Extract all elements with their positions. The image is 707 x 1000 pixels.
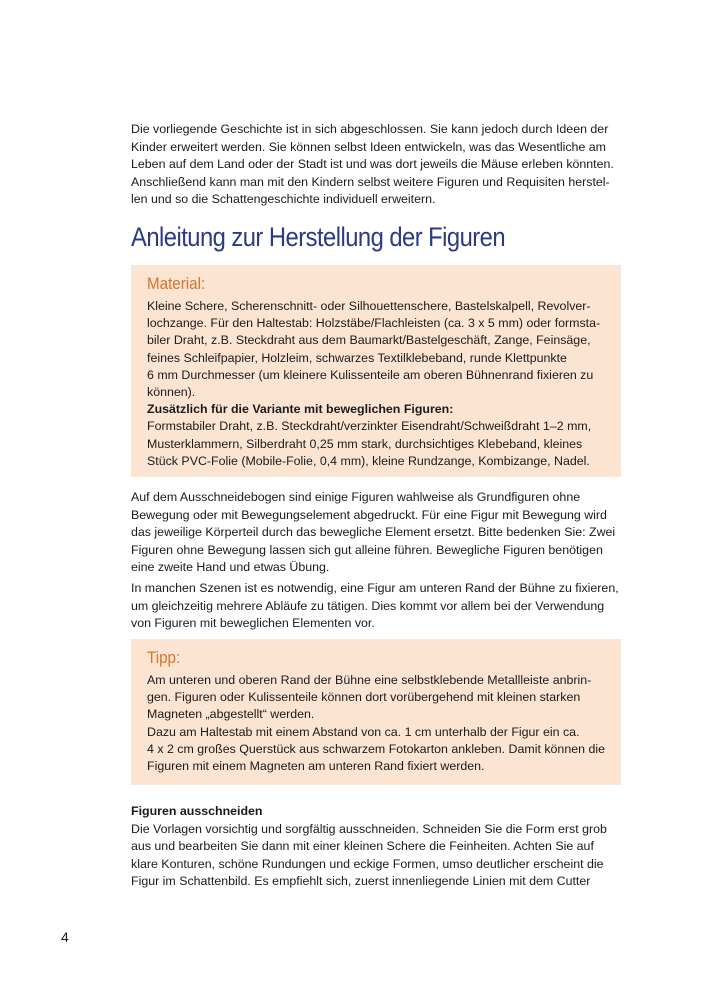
intro-paragraph [131,121,621,209]
intro-line: Leben auf dem Land oder der Stadt ist und was dort jeweils die Mäuse erleben könnten. [131,157,614,172]
tipp-box [131,639,621,785]
material-line: können). [147,385,196,400]
intro-line: len und so die Schattengeschichte individuell erweitern. [131,192,436,207]
body-line: Die Vorlagen vorsichtig und sorgfältig ausschneiden. Schneiden Sie die Form erst grob [131,821,607,836]
material-line: biler Draht, z.B. Steckdraht aus dem Baumarkt/Bastelgeschäft, Zange, Feinsäge, [147,333,591,348]
intro-line: Anschließend kann man mit den Kindern selbst weitere Figuren und Requisiten herstel- [131,174,610,189]
body-line: Figuren ohne Bewegung lassen sich gut alleine führen. Bewegliche Figuren benötigen [131,542,603,557]
body-line: um gleichzeitig mehrere Abläufe zu tätigen. Dies kommt vor allem bei der Verwendung [131,598,605,613]
material-title: Material: [147,275,206,293]
intro-line: Kinder erweitert werden. Sie können selbst Ideen entwickeln, was das Wesentliche am [131,139,606,154]
tipp-title: Tipp: [147,649,181,667]
material-box [131,265,621,477]
section-heading: Anleitung zur Herstellung der Figuren [131,222,506,252]
body-line: In manchen Szenen ist es notwendig, eine Figur am unteren Rand der Bühne zu fixieren, [131,581,619,595]
tipp-line: gen. Figuren oder Kulissenteile können dort vorübergehend mit kleinen starken [147,690,581,705]
body-line: aus und bearbeiten Sie dann mit einer kleinen Schere die Feinheiten. Achten Sie auf [131,839,594,854]
tipp-line: Am unteren und oberen Rand der Bühne eine selbstklebende Metallleiste anbrin- [147,673,592,687]
cutting-subheading: Figuren ausschneiden [131,804,263,818]
material-line: 6 mm Durchmesser (um kleinere Kulissenteile am oberen Bühnenrand fixieren zu [147,367,594,382]
cutting-section [131,803,621,891]
material-list [147,298,607,470]
page-number: 4 [61,929,69,945]
material-line: feines Schleifpapier, Holzleim, schwarzes Textilklebeband, runde Klettpunkte [147,350,567,365]
variant-line: Stück PVC-Folie (Mobile-Folie, 0,4 mm), kleine Rundzange, Kombizange, Nadel. [147,453,590,468]
body-line: Bewegung oder mit Bewegungselement abgedruckt. Für eine Figur mit Bewegung wird [131,507,607,522]
figures-paragraph [131,489,621,577]
body-line: Figur im Schattenbild. Es empfiehlt sich, zuerst innenliegende Linien mit dem Cutter [131,874,591,889]
variant-line: Musterklammern, Silberdraht 0,25 mm stark, durchsichtiges Klebeband, kleines [147,436,583,451]
tipp-line: Figuren mit einem Magneten am unteren Rand fixiert werden. [147,759,485,774]
variant-line: Formstabiler Draht, z.B. Steckdraht/verzinkter Eisendraht/Schweißdraht 1–2 mm, [147,419,592,434]
body-line: eine zweite Hand und etwas Übung. [131,560,330,575]
fixing-paragraph [131,580,621,633]
material-line: lochzange. Für den Haltestab: Holzstäbe/Flachleisten (ca. 3 x 5 mm) oder formsta- [147,316,601,331]
body-line: von Figuren mit beweglichen Elementen vor. [131,616,375,631]
intro-line: Die vorliegende Geschichte ist in sich abgeschlossen. Sie kann jedoch durch Ideen der [131,122,609,136]
tipp-line: Dazu am Haltestab mit einem Abstand von ca. 1 cm unterhalb der Figur ein ca. [147,724,580,739]
tipp-line: Magneten „abgestellt“ werden. [147,707,315,722]
body-line: Auf dem Ausschneidebogen sind einige Figuren wahlweise als Grundfiguren ohne [131,490,581,504]
body-line: das jeweilige Körperteil durch das bewegliche Element ersetzt. Bitte bedenken Sie: Zwei [131,525,616,540]
body-line: klare Konturen, schöne Rundungen und eckige Formen, umso deutlicher erscheint die [131,856,604,871]
variant-title: Zusätzlich für die Variante mit beweglichen Figuren: [147,402,454,417]
material-line: Kleine Schere, Scherenschnitt- oder Silhouettenschere, Bastelskalpell, Revolver- [147,299,591,313]
tipp-line: 4 x 2 cm großes Querstück aus schwarzem Fotokarton ankleben. Damit können die [147,741,605,756]
tipp-text [147,672,607,775]
